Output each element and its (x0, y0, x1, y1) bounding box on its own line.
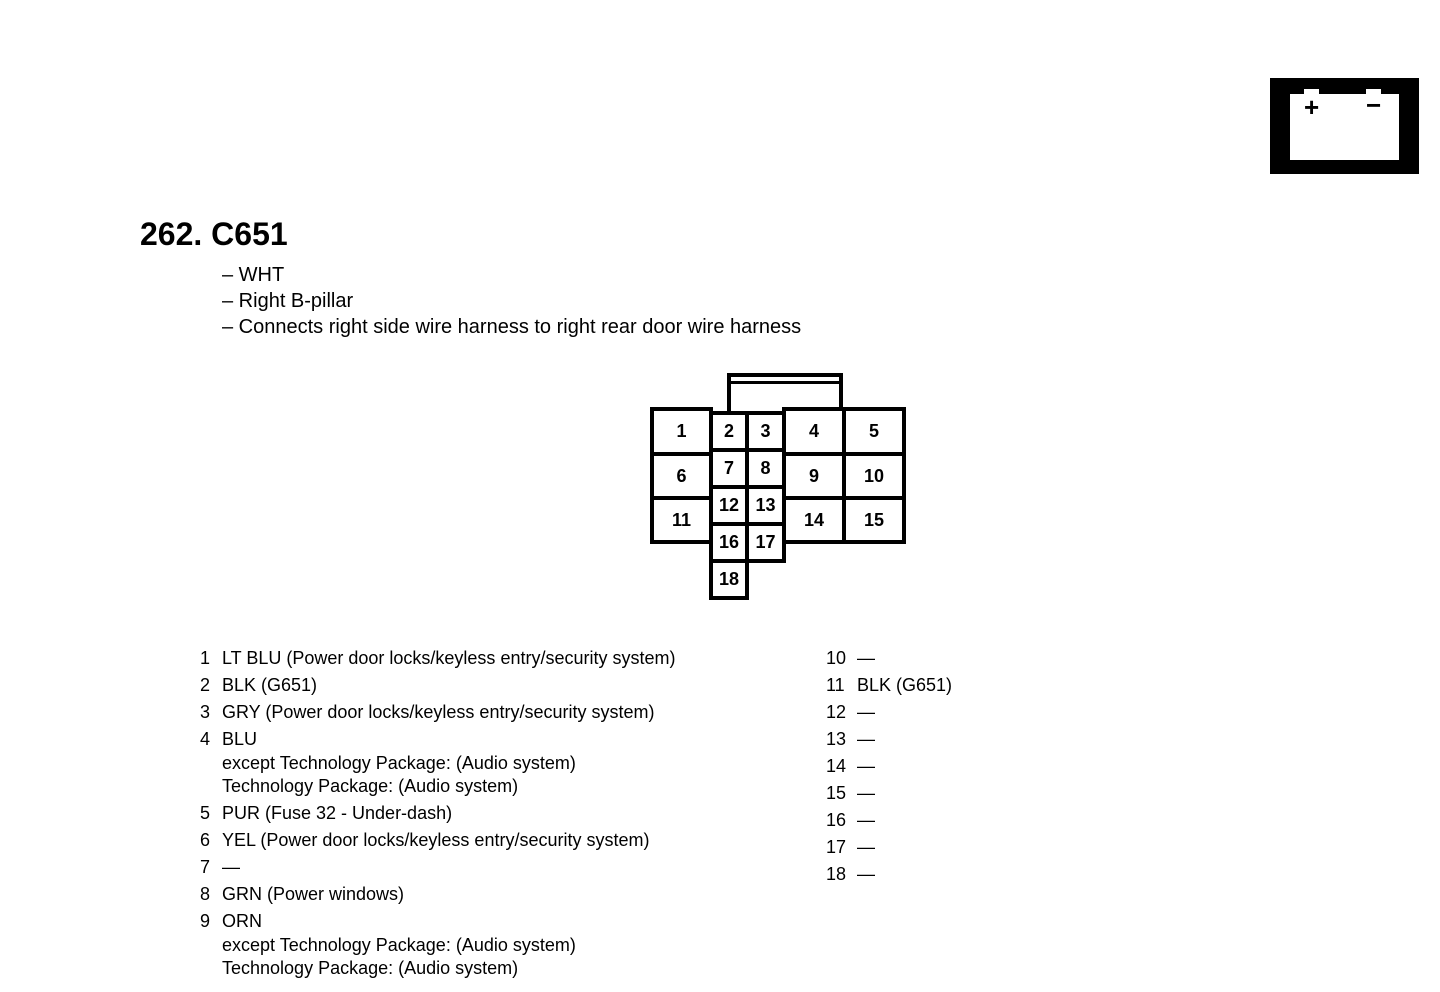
pin-cell-7: 7 (709, 448, 749, 489)
pin-number: 11 (826, 675, 845, 695)
pin-entry-13 (826, 728, 875, 750)
pin-description: — (857, 837, 875, 857)
battery-icon (1270, 78, 1419, 174)
pin-number: 16 (826, 810, 847, 830)
pin-entry-4 (200, 728, 576, 797)
pin-number: 5 (200, 803, 211, 823)
pin-entry-14 (826, 755, 875, 777)
battery-plus-sign: + (1304, 92, 1320, 122)
pin-subnote: Technology Package: (Audio system) (222, 958, 519, 978)
pin-cell-2: 2 (709, 411, 749, 452)
connector-title: 262. C651 (140, 216, 288, 252)
pin-cell-10: 10 (842, 452, 906, 500)
pin-entry-7 (200, 856, 240, 878)
pin-description: LT BLU (Power door locks/keyless entry/security system) (222, 648, 676, 668)
pin-description: GRN (Power windows) (222, 884, 405, 904)
pin-description: BLK (G651) (857, 675, 953, 695)
connector-color: – WHT (222, 264, 285, 286)
pin-description: — (857, 783, 875, 803)
pin-cell-12: 12 (709, 485, 749, 526)
pin-number: 13 (826, 729, 847, 749)
pin-subnote: Technology Package: (Audio system) (222, 776, 519, 796)
pin-number: 6 (200, 830, 211, 850)
pin-cell-16: 16 (709, 522, 749, 563)
pin-number: 15 (826, 783, 847, 803)
pin-number: 12 (826, 702, 847, 722)
pin-number: 7 (200, 857, 211, 877)
battery-minus-sign: − (1366, 90, 1382, 120)
pin-number: 9 (200, 911, 211, 931)
pin-description: BLU (222, 729, 258, 749)
pin-entry-15 (826, 782, 875, 804)
pin-number: 10 (826, 648, 847, 668)
pin-description: ORN (222, 911, 262, 931)
pin-cell-9: 9 (782, 452, 846, 500)
pin-entry-16 (826, 809, 875, 831)
pin-entry-3 (200, 701, 654, 723)
pin-description: — (857, 648, 875, 668)
pin-entry-5 (200, 802, 452, 824)
pin-entry-17 (826, 836, 875, 858)
connector-location: – Right B-pillar (222, 290, 354, 312)
pin-cell-8: 8 (745, 448, 786, 489)
connector-lock-tab-line (727, 381, 843, 384)
pin-cell-14: 14 (782, 496, 846, 544)
pin-number: 17 (826, 837, 847, 857)
pin-cell-13: 13 (745, 485, 786, 526)
pin-number: 3 (200, 702, 211, 722)
pin-subnote: except Technology Package: (Audio system) (222, 753, 576, 773)
pin-description: — (857, 810, 875, 830)
pin-cell-11: 11 (650, 496, 713, 544)
pin-description: — (857, 702, 875, 722)
pin-number: 14 (826, 756, 847, 776)
pin-subnote: except Technology Package: (Audio system) (222, 935, 576, 955)
pin-description: — (857, 864, 875, 884)
pin-cell-1: 1 (650, 407, 713, 456)
pin-description: YEL (Power door locks/keyless entry/security system) (222, 830, 650, 850)
pin-number: 8 (200, 884, 211, 904)
pin-cell-5: 5 (842, 407, 906, 456)
pin-cell-18: 18 (709, 559, 749, 600)
pin-cell-15: 15 (842, 496, 906, 544)
connector-function: – Connects right side wire harness to right rear door wire harness (222, 316, 802, 338)
pin-description: BLK (G651) (222, 675, 318, 695)
pin-entry-10 (826, 647, 875, 669)
pin-entry-9 (200, 910, 576, 979)
pin-number: 1 (200, 648, 211, 668)
pin-number: 2 (200, 675, 211, 695)
pin-entry-6 (200, 829, 649, 851)
pin-cell-6: 6 (650, 452, 713, 500)
pin-number: 18 (826, 864, 847, 884)
pin-entry-8 (200, 883, 404, 905)
pin-cell-4: 4 (782, 407, 846, 456)
pin-entry-11 (826, 674, 952, 696)
pin-entry-18 (826, 863, 875, 885)
pin-entry-2 (200, 674, 317, 696)
pin-cell-17: 17 (745, 522, 786, 563)
pin-entry-1 (200, 647, 675, 669)
pin-number: 4 (200, 729, 211, 749)
pin-cell-3: 3 (745, 411, 786, 452)
pin-description: — (857, 756, 875, 776)
pin-entry-12 (826, 701, 875, 723)
pin-description: — (857, 729, 875, 749)
pin-description: GRY (Power door locks/keyless entry/security system) (222, 702, 655, 722)
pin-description: — (222, 857, 240, 877)
connector-lock-tab (727, 373, 843, 411)
pin-description: PUR (Fuse 32 - Under-dash) (222, 803, 453, 823)
